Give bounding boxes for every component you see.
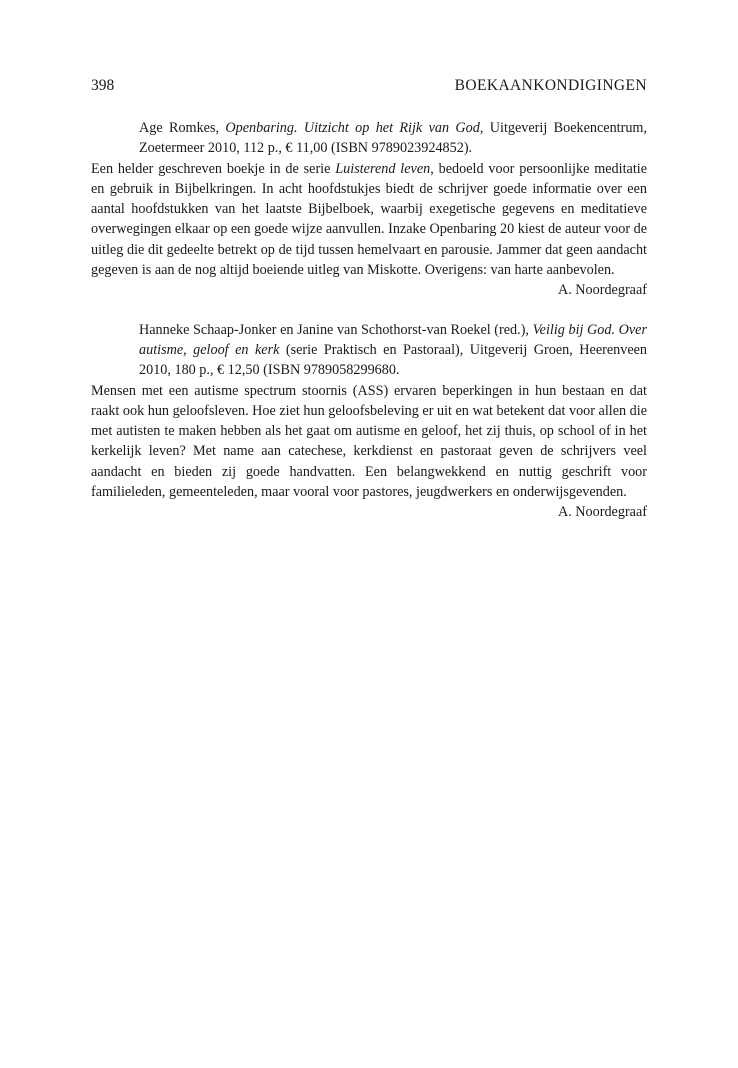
citation-details: , Uitgeverij Boekencentrum, Zoetermeer 2010, 112 p., € 11,00 (ISBN 9789023924852). <box>139 120 648 157</box>
citation-title: Veilig bij God. Over autisme, geloof en kerk <box>139 321 647 358</box>
citation-author: Age Romkes, <box>139 120 226 136</box>
review-text: , bedoeld voor persoonlijke meditatie en gebruik in Bijbelkringen. In acht hoofdstukjes biedt de schrijver goede informatie over een aantal hoofdstukken van het laatste Bijbelboek, waarbij exegetische gegevens en meditatieve overwegingen elkaar op een goede wijze aanvullen. Inzake Openbaring 20 kiest de auteur voor de uitleg die dit gedeelte betrekt op de tijd tussen hemelvaart en parousie. Jammer dat geen aandacht gegeven is aan de nog altijd boeiende uitleg van Miskotte. Overigens: van harte aanbevolen. <box>91 160 648 279</box>
review-body <box>91 159 647 281</box>
series-name: Luisterend leven <box>335 160 431 177</box>
review-body <box>91 381 647 503</box>
page <box>91 76 647 542</box>
citation-author: Hanneke Schaap-Jonker en Janine van Schothorst-van Roekel (red.), <box>139 321 533 338</box>
book-citation <box>91 320 647 381</box>
citation-title: Openbaring. Uitzicht op het Rijk van God <box>225 120 480 136</box>
review-text: Een helder geschreven boekje in de serie <box>91 160 336 177</box>
reviewer-signature: A. Noordegraaf <box>557 282 647 299</box>
reviewer-signature: A. Noordegraaf <box>557 504 647 521</box>
page-number: 398 <box>91 77 115 94</box>
running-head <box>91 76 647 96</box>
book-citation <box>91 118 647 159</box>
book-review <box>91 320 647 523</box>
review-text: Mensen met een autisme spectrum stoornis (ASS) ervaren beperkingen in hun bestaan en dat raakt ook hun geloofsleven. Hoe ziet hun geloofsbeleving er uit en wat betekent dat voor allen die met autisten te maken hebben als het gaat om autisme en geloof, het zij thuis, op school of in het kerkelijk leven? Met name aan catechese, kerkdienst en pastoraat geven de schrijvers veel aandacht en bieden zij goede handvatten. Een belangwekkend en nuttig geschrift voor familieleden, gemeenteleden, maar vooral voor pastores, jeugdwerkers en onderwijsgevenden. <box>91 382 647 501</box>
citation-details: (serie Praktisch en Pastoraal), Uitgeverij Groen, Heerenveen 2010, 180 p., € 12,50 (ISBN 9789058299680. <box>139 341 648 379</box>
section-title: BOEKAANKONDIGINGEN <box>454 77 647 94</box>
book-review <box>91 118 647 301</box>
